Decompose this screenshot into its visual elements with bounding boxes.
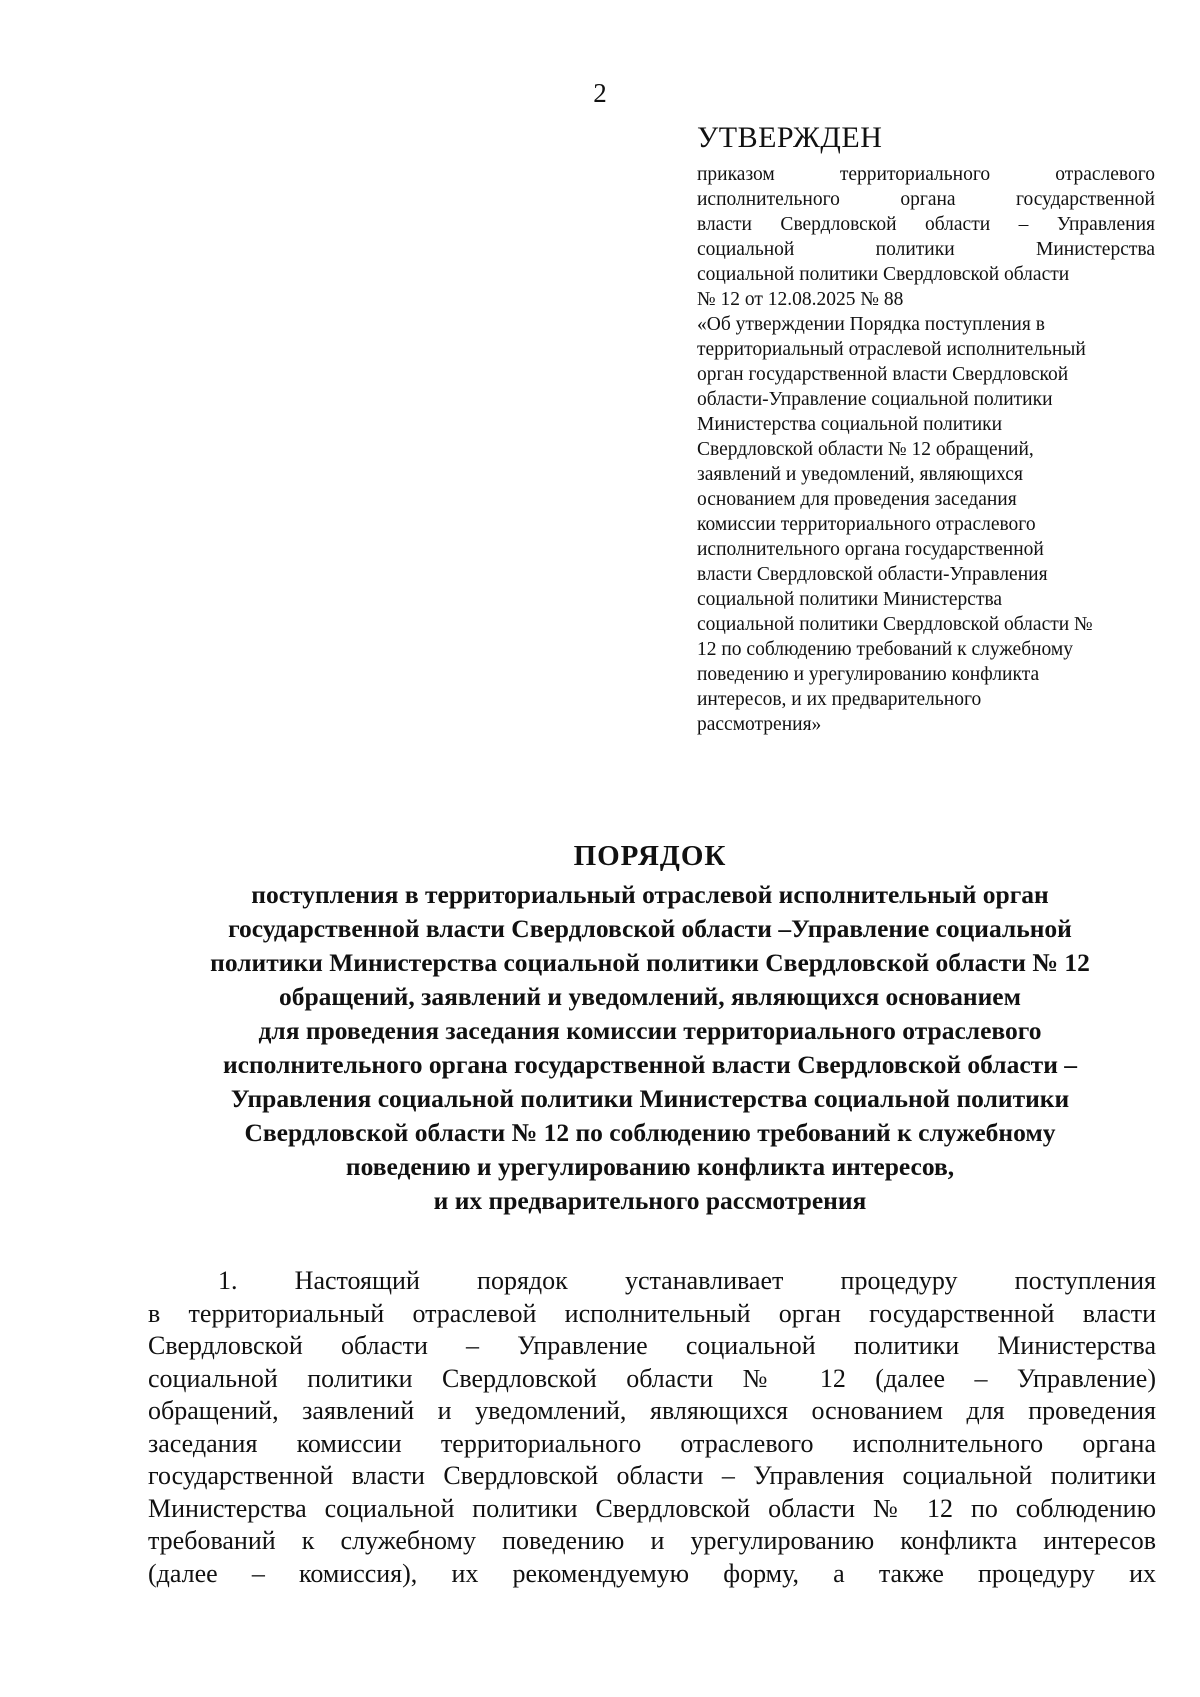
approval-title: УТВЕРЖДЕН [697, 121, 883, 154]
approval-line: социальной политики Свердловской области № [697, 614, 1093, 635]
subtitle-line: для проведения заседания комиссии территориального отраслевого [258, 1016, 1042, 1045]
document-heading: ПОРЯДОК [573, 840, 727, 872]
page-number: 2 [593, 78, 607, 108]
approval-line: интересов, и их предварительного [697, 689, 982, 710]
paragraph-line: в территориальный отраслевой исполнительный орган государственной власти [148, 1298, 1156, 1328]
approval-text [697, 162, 1155, 737]
approval-line: социальной политики Министерства [697, 239, 1155, 260]
subtitle-line: поступления в территориальный отраслевой исполнительный орган [251, 880, 1049, 909]
approval-line: исполнительного органа государственной [697, 189, 1155, 210]
subtitle-line: государственной власти Свердловской области –Управление социальной [228, 914, 1072, 943]
subtitle-line: Свердловской области № 12 по соблюдению требований к служебному [244, 1118, 1056, 1147]
subtitle-line: и их предварительного рассмотрения [433, 1186, 867, 1215]
paragraph-1 [148, 1265, 1156, 1590]
paragraph-line: социальной политики Свердловской области № 12 (далее – Управление) [148, 1363, 1156, 1393]
paragraph-line: Свердловской области – Управление социальной политики Министерства [148, 1331, 1156, 1360]
document-title-block [140, 838, 1160, 1218]
approval-line: «Об утверждении Порядка поступления в [697, 314, 1045, 335]
approval-line: рассмотрения» [697, 714, 822, 735]
paragraph-line: обращений, заявлений и уведомлений, являющихся основанием для проведения [148, 1396, 1156, 1425]
subtitle-line: политики Министерства социальной политики Свердловской области № 12 [210, 948, 1090, 977]
paragraph-line: Министерства социальной политики Свердловской области № 12 по соблюдению [148, 1493, 1156, 1523]
approval-stamp-block [697, 120, 1155, 737]
approval-line: территориальный отраслевой исполнительный [697, 339, 1086, 360]
approval-line: поведению и урегулированию конфликта [697, 664, 1040, 685]
approval-line: заявлений и уведомлений, являющихся [697, 464, 1023, 485]
approval-line: исполнительного органа государственной [697, 539, 1044, 560]
approval-line: области-Управление социальной политики [697, 389, 1053, 410]
paragraph-line: заседания комиссии территориального отраслевого исполнительного органа [148, 1428, 1156, 1458]
paragraph-line: требований к служебному поведению и урегулированию конфликта интересов [148, 1526, 1156, 1555]
document-subtitle [140, 878, 1160, 1218]
paragraph-line: 1. Настоящий порядок устанавливает процедуру поступления [218, 1266, 1156, 1295]
approval-line: Министерства социальной политики [697, 414, 1003, 435]
approval-line: Свердловской области № 12 обращений, [697, 439, 1034, 460]
approval-line: основанием для проведения заседания [697, 489, 1017, 510]
subtitle-line: исполнительного органа государственной власти Свердловской области – [222, 1050, 1078, 1079]
approval-line: орган государственной власти Свердловской [697, 364, 1069, 385]
subtitle-line: обращений, заявлений и уведомлений, являющихся основанием [279, 982, 1021, 1011]
approval-line: социальной политики Министерства [697, 589, 1003, 610]
approval-line: власти Свердловской области – Управления [697, 214, 1155, 235]
approval-line: социальной политики Свердловской области [697, 264, 1070, 285]
paragraph-line: (далее – комиссия), их рекомендуемую форму, а также процедуру их [148, 1558, 1156, 1588]
paragraph-line: государственной власти Свердловской области – Управления социальной политики [148, 1461, 1156, 1490]
approval-line: № 12 от 12.08.2025 № 88 [697, 289, 904, 310]
subtitle-line: Управления социальной политики Министерства социальной политики [230, 1084, 1070, 1113]
approval-line: комиссии территориального отраслевого [697, 514, 1036, 535]
approval-line: власти Свердловской области-Управления [697, 564, 1048, 585]
approval-line: 12 по соблюдению требований к служебному [697, 639, 1074, 660]
approval-line: приказом территориального отраслевого [697, 164, 1155, 185]
subtitle-line: поведению и урегулированию конфликта интересов, [345, 1152, 955, 1181]
